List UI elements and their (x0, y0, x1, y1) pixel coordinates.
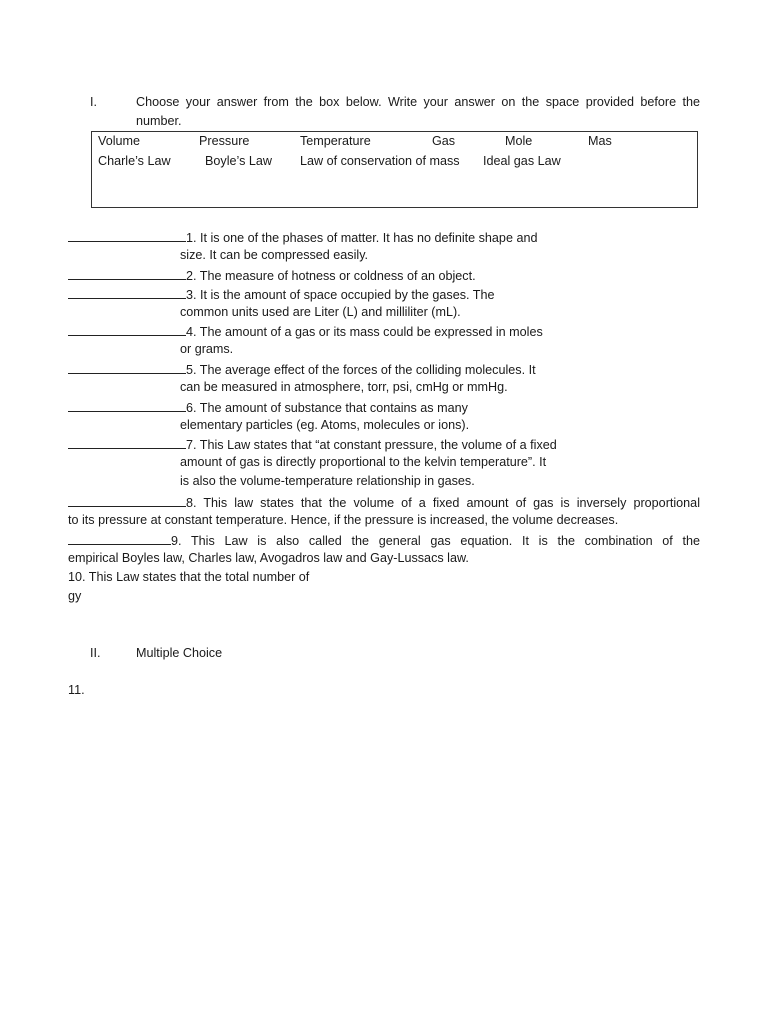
answer-blank-2[interactable] (68, 265, 186, 280)
question-10-text-cont: gy (68, 589, 82, 603)
question-7 (68, 434, 557, 491)
question-9 (68, 530, 700, 568)
question-6-text-cont: elementary particles (eg. Atoms, molecules or ions). (180, 418, 470, 432)
part2-title: Multiple Choice (136, 646, 223, 660)
word-charles-law: Charle’s Law (98, 154, 171, 168)
answer-blank-9[interactable] (68, 530, 171, 545)
answer-blank-1[interactable] (68, 227, 186, 242)
question-5-text: 5. The average effect of the forces of the colliding molecules. It (186, 363, 536, 377)
answer-blank-5[interactable] (68, 359, 186, 374)
answer-blank-7[interactable] (68, 434, 186, 449)
word-boyles-law: Boyle’s Law (205, 154, 272, 168)
question-1-text: 1. It is one of the phases of matter. It has no definite shape and (186, 231, 538, 245)
word-temperature: Temperature (300, 134, 371, 148)
question-5 (68, 359, 536, 397)
part1-numeral: I. (90, 95, 97, 109)
word-mas: Mas (588, 134, 612, 148)
word-volume: Volume (98, 134, 141, 148)
question-8-text: 8. This law states that the volume of a fixed amount of gas is inversely proportional (186, 496, 700, 510)
question-1 (68, 227, 537, 265)
question-3-text: 3. It is the amount of space occupied by the gases. The (186, 288, 495, 302)
part2-numeral: II. (90, 646, 101, 660)
question-8 (68, 492, 700, 530)
question-4-text-cont: or grams. (180, 342, 234, 356)
question-7-text-cont: amount of gas is directly proportional to the kelvin temperature”. It (180, 455, 547, 469)
question-4-text: 4. The amount of a gas or its mass could be expressed in moles (186, 325, 543, 339)
question-3-text-cont: common units used are Liter (L) and milliliter (mL). (180, 305, 461, 319)
word-box (91, 131, 698, 208)
part1-instruction: Choose your answer from the box below. Write your answer on the space provided before the number. (136, 95, 700, 128)
word-pressure: Pressure (199, 134, 250, 148)
question-6-text: 6. The amount of substance that contains as many (186, 401, 468, 415)
question-2 (68, 265, 476, 284)
question-7-text: 7. This Law states that “at constant pressure, the volume of a fixed (186, 438, 557, 452)
word-ideal-gas-law: Ideal gas Law (483, 154, 561, 168)
word-mole: Mole (505, 134, 533, 148)
question-11-label: 11. (68, 683, 85, 697)
question-4 (68, 321, 543, 359)
question-8-text-cont: to its pressure at constant temperature. Hence, if the pressure is increased, the volume decreases. (68, 513, 619, 527)
question-6 (68, 397, 469, 435)
question-7-text-cont-2: is also the volume-temperature relationship in gases. (180, 474, 475, 488)
answer-blank-8[interactable] (68, 492, 186, 507)
question-9-text-cont: empirical Boyles law, Charles law, Avogadros law and Gay-Lussacs law. (68, 551, 469, 565)
question-9-text: 9. This Law is also called the general gas equation. It is the combination of the (171, 534, 700, 548)
question-5-text-cont: can be measured in atmosphere, torr, psi, cmHg or mmHg. (180, 380, 508, 394)
answer-blank-4[interactable] (68, 321, 186, 336)
word-law-conservation-mass: Law of conservation of mass (300, 154, 460, 168)
question-2-text: 2. The measure of hotness or coldness of an object. (186, 269, 476, 283)
answer-blank-6[interactable] (68, 397, 186, 412)
question-1-text-cont: size. It can be compressed easily. (180, 248, 369, 262)
answer-blank-3[interactable] (68, 284, 186, 299)
question-3 (68, 284, 495, 322)
word-gas: Gas (432, 134, 456, 148)
question-10-text: 10. This Law states that the total number of (68, 570, 310, 584)
